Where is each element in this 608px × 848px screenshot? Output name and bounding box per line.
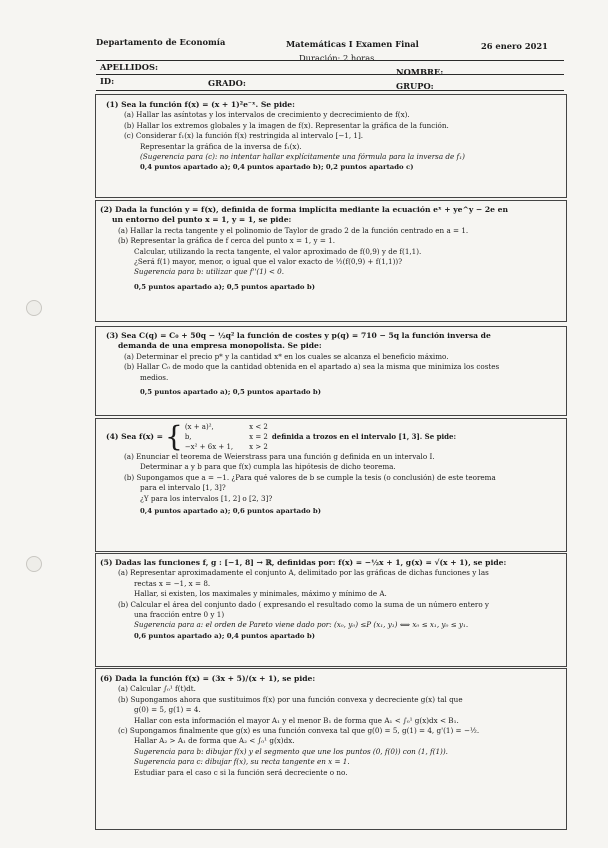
q1-part-b: (b) Hallar los extremos globales y la imagen de f(x). Representar la gráfica de la función. bbox=[124, 120, 449, 130]
exam-date: 26 enero 2021 bbox=[481, 41, 548, 51]
question-5 bbox=[100, 558, 562, 641]
q2-title: (2) Dada la función y = f(x), definida de forma implícita mediante la ecuación eˣ + ye^y − 2e en bbox=[100, 205, 508, 214]
q4-part-b: (b) Supongamos que a = −1. ¿Para qué valores de b se cumple la tesis (o conclusión) de este teorema bbox=[124, 472, 496, 482]
q3-part-b: (b) Hallar C₀ de modo que la cantidad obtenida en el apartado a) sea la misma que minimiza los costes bbox=[124, 362, 500, 372]
q2-part-b-question: ¿Será f(1) mayor, menor, o igual que el valor exacto de ½(f(0,9) + f(1,1))? bbox=[134, 257, 403, 267]
divider bbox=[96, 60, 564, 61]
q6-hint-b: Sugerencia para b: dibujar f(x) y el segmento que une los puntos (0, f(0)) con (1, f(1)). bbox=[134, 746, 448, 756]
question-1 bbox=[106, 100, 558, 173]
q5-hint: Sugerencia para a: el orden de Pareto viene dado por: (x₀, y₀) ≤P (x₁, y₁) ⟺ x₀ ≤ x₁, y₀ ≤ y₁. bbox=[134, 620, 469, 630]
q5-part-a-cont: rectas x = −1, x = 8. bbox=[134, 578, 211, 588]
q4-part-b-cont: para el intervalo [1, 3]? bbox=[140, 483, 226, 493]
course-title: Matemáticas I Examen Final bbox=[286, 39, 419, 49]
group-label: GRUPO: bbox=[396, 81, 434, 91]
q6-part-b-text: Hallar con esta información el mayor A₁ y el menor B₁ de forma que A₁ < ∫₀¹ g(x)dx < B₁. bbox=[134, 715, 459, 725]
question-2 bbox=[100, 205, 560, 292]
left-brace-icon: { bbox=[164, 420, 183, 453]
q3-part-b-cont: medios. bbox=[140, 372, 169, 382]
q4-tail: definida a trozos en el intervalo [1, 3]. Se pide: bbox=[271, 431, 457, 441]
divider bbox=[96, 74, 564, 75]
q6-hint-c: Sugerencia para c: dibujar f(x), su recta tangente en x = 1. bbox=[134, 757, 350, 767]
q5-part-a: (a) Representar aproximadamente el conjunto A, delimitado por las gráficas de dichas funciones y las bbox=[118, 568, 489, 578]
q3-part-a: (a) Determinar el precio p* y la cantidad x* en los cuales se alcanza el beneficio máximo. bbox=[124, 351, 449, 361]
divider bbox=[96, 90, 564, 91]
q4-part-b-question: ¿Y para los intervalos [1, 2] o [2, 3]? bbox=[140, 493, 273, 503]
q4-part-a: (a) Enunciar el teorema de Weierstrass para una función g definida en un intervalo I. bbox=[124, 452, 435, 461]
q2-title-cont: un entorno del punto x = 1, y = 1, se pide: bbox=[112, 215, 292, 225]
exam-duration: Duración: 2 horas. bbox=[299, 53, 378, 63]
grade-label: GRADO: bbox=[208, 78, 246, 88]
q4-title bbox=[106, 422, 560, 452]
q1-part-c-text: Representar la gráfica de la inversa de f₁(x). bbox=[140, 141, 302, 151]
punch-hole bbox=[26, 300, 42, 316]
q6-title: (6) Dada la función f(x) = (3x + 5)/(x + 1), se pide: bbox=[100, 674, 316, 683]
q6-part-c-text: Hallar A₂ > A₁ de forma que A₂ < ∫₀¹ g(x)dx. bbox=[134, 736, 295, 746]
q4-cases-cond: x < 2 x = 2 x > 2 bbox=[249, 423, 268, 451]
q1-points: 0,4 puntos apartado a); 0,4 puntos apartado b); 0,2 puntos apartado c) bbox=[140, 163, 414, 172]
q4-part-a-text: Determinar a y b para que f(x) cumpla las hipótesis de dicho teorema. bbox=[140, 462, 396, 472]
q5-part-b: (b) Calcular el área del conjunto dado ( expresando el resultado como la suma de un número entero y bbox=[118, 599, 489, 609]
q6-hint-c-cont: Estudiar para el caso c si la función será decreciente o no. bbox=[134, 767, 348, 777]
q3-title-cont: demanda de una empresa monopolista. Se pide: bbox=[118, 341, 322, 351]
department-name: Departamento de Economía bbox=[96, 37, 226, 47]
q1-part-a: (a) Hallar las asíntotas y los intervalos de crecimiento y decrecimiento de f(x). bbox=[124, 110, 410, 120]
q3-points: 0,5 puntos apartado a); 0,5 puntos apartado b) bbox=[140, 388, 321, 397]
q2-hint: Sugerencia para b: utilizar que f''(1) < 0. bbox=[134, 267, 285, 277]
q5-title: (5) Dadas las funciones f, g : [−1, 8] → ℝ, definidas por: f(x) = −½x + 1, g(x) = √(x + 1), se pide: bbox=[100, 558, 507, 567]
q3-title: (3) Sea C(q) = C₀ + 50q − ½q² la función de costes y p(q) = 710 − 5q la función inversa de bbox=[106, 331, 491, 340]
q6-part-a: (a) Calcular ∫₀¹ f(t)dt. bbox=[118, 684, 196, 694]
q4-cases-expr: (x + a)², b, −x² + 6x + 1, bbox=[184, 423, 234, 451]
q6-part-b-cont: g(0) = 5, g(1) = 4. bbox=[134, 705, 201, 715]
q2-points: 0,5 puntos apartado a); 0,5 puntos apartado b) bbox=[134, 282, 315, 291]
name-label: NOMBRE: bbox=[396, 67, 444, 77]
question-6 bbox=[100, 674, 562, 778]
q2-part-b-text: Calcular, utilizando la recta tangente, el valor aproximado de f(0,9) y de f(1,1). bbox=[134, 246, 422, 256]
question-3 bbox=[106, 331, 560, 397]
q5-part-a-text: Hallar, si existen, los maximales y minimales, máximo y mínimo de A. bbox=[134, 589, 387, 599]
q1-title: (1) Sea la función f(x) = (x + 1)²e⁻ˣ. Se pide: bbox=[106, 100, 295, 109]
q1-hint: (Sugerencia para (c): no intentar hallar explícitamente una fórmula para la inversa de f₁) bbox=[140, 152, 465, 162]
q6-part-c: (c) Supongamos finalmente que g(x) es una función convexa tal que g(0) = 5, g(1) = 4, g'(1) = −½. bbox=[118, 726, 480, 736]
q1-part-c: (c) Considerar f₁(x) la función f(x) restringida al intervalo [−1, 1]. bbox=[124, 131, 364, 141]
q2-part-b: (b) Representar la gráfica de f cerca del punto x = 1, y = 1. bbox=[118, 236, 335, 246]
punch-hole bbox=[26, 556, 42, 572]
q5-part-b-cont: una fracción entre 0 y 1) bbox=[134, 610, 225, 620]
q2-part-a: (a) Hallar la recta tangente y el polinomio de Taylor de grado 2 de la función centrado en a = 1. bbox=[118, 225, 469, 235]
id-label: ID: bbox=[100, 76, 115, 86]
q4-points: 0,4 puntos apartado a); 0,6 puntos apartado b) bbox=[140, 507, 321, 516]
question-4 bbox=[106, 422, 560, 516]
q6-part-b: (b) Supongamos ahora que sustituimos f(x) por una función convexa y decreciente g(x) tal que bbox=[118, 694, 463, 704]
surname-label: APELLIDOS: bbox=[100, 62, 159, 72]
q5-points: 0,6 puntos apartado a); 0,4 puntos apartado b) bbox=[134, 631, 315, 640]
q4-lead: (4) Sea f(x) = bbox=[106, 431, 163, 441]
